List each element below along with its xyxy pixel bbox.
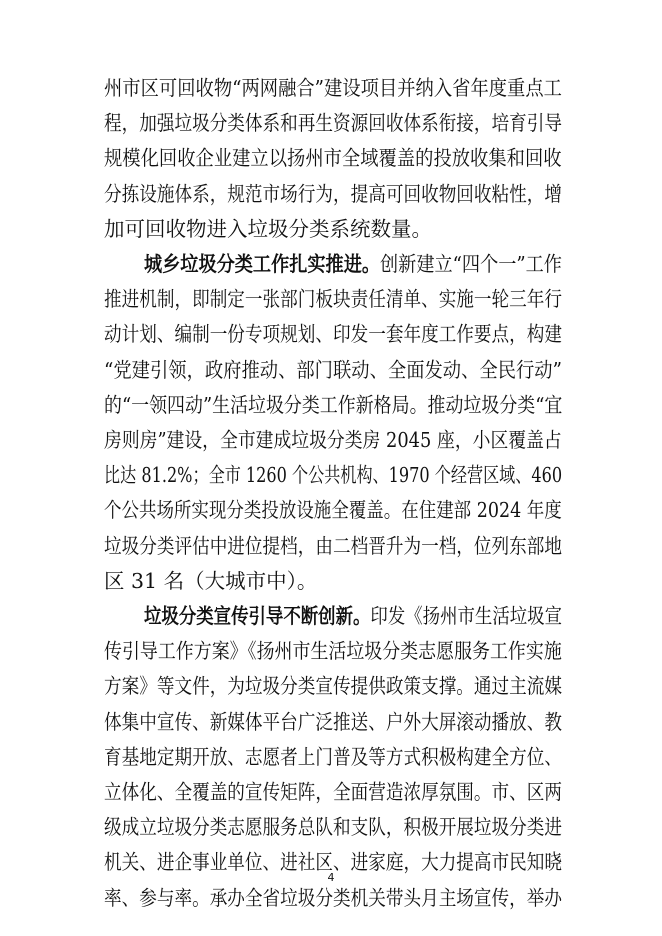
paragraph2-heading: 城乡垃圾分类工作扎实推进。 <box>144 252 381 276</box>
paragraph3-line-5: 育基地定期开放、志愿者上门普及等方式积极构建全方位、 <box>104 744 562 769</box>
paragraph3-first-line-text: 印发《扬州市生活垃圾宣 <box>370 604 562 628</box>
paragraph2-line-6: 房则房”建设，全市建成垃圾分类房 2045 座，小区覆盖占 <box>104 428 562 452</box>
paragraph3-line-8: 机关、进企事业单位、进社区、进家庭，大力提高市民知晓 <box>104 850 562 875</box>
paragraph3-line-7: 级成立垃圾分类志愿服务总队和支队，积极开展垃圾分类进 <box>104 815 562 840</box>
paragraph1-line-5: 加可回收物进入垃圾分类系统数量。 <box>104 216 432 241</box>
paragraph3-line-9: 率、参与率。承办全省垃圾分类机关带头月主场宣传，举办 <box>104 885 562 910</box>
paragraph3-line-2: 传引导工作方案》《扬州市生活垃圾分类志愿服务工作实施 <box>104 639 562 664</box>
page-number: 4 <box>327 871 335 884</box>
paragraph3-line-4: 体集中宣传、新媒体平台广泛推送、户外大屏滚动播放、教 <box>104 709 562 734</box>
paragraph3-first-line <box>144 598 562 634</box>
paragraph1-line-3: 规模化回收企业建立以扬州市全域覆盖的投放收集和回收 <box>104 146 562 171</box>
paragraph3-line-6: 立体化、全覆盖的宣传矩阵，全面营造浓厚氛围。市、区两 <box>104 780 562 804</box>
paragraph3-line-3: 方案》等文件，为垃圾分类宣传提供政策支撑。通过主流媒 <box>104 674 562 699</box>
paragraph2-line-5: 的“一领四动”生活垃圾分类工作新格局。推动垃圾分类“宜 <box>104 392 563 417</box>
paragraph2-line-8: 个公共场所实现分类投放设施全覆盖。在住建部 2024 年度 <box>104 498 562 523</box>
paragraph2-first-line-text: 创新建立“四个一”工作 <box>380 252 562 276</box>
paragraph2-line-4: “党建引领，政府推动、部门联动、全面发动、全民行动” <box>104 357 562 382</box>
paragraph2-first-line <box>144 246 562 282</box>
paragraph2-line-9: 垃圾分类评估中进位提档，由二档晋升为一档，位列东部地 <box>104 533 562 558</box>
paragraph2-line-10: 区 31 名（大城市中）。 <box>104 568 318 593</box>
paragraph2-line-7: 比达 81.2%；全市 1260 个公共机构、1970 个经营区域、460 <box>104 463 563 488</box>
paragraph3-heading: 垃圾分类宣传引导不断创新。 <box>144 604 371 628</box>
paragraph2-line-2: 推进机制，即制定一张部门板块责任清单、实施一轮三年行 <box>104 287 562 312</box>
paragraph1-line-2: 程，加强垃圾分类体系和再生资源回收体系衔接，培育引导 <box>104 111 562 136</box>
paragraph1-line-1: 州市区可回收物“两网融合”建设项目并纳入省年度重点工 <box>104 76 562 100</box>
paragraph1-line-4: 分拣设施体系，规范市场行为，提高可回收物回收粘性，增 <box>104 181 562 206</box>
paragraph2-line-3: 动计划、编制一份专项规划、印发一套年度工作要点，构建 <box>104 322 562 347</box>
